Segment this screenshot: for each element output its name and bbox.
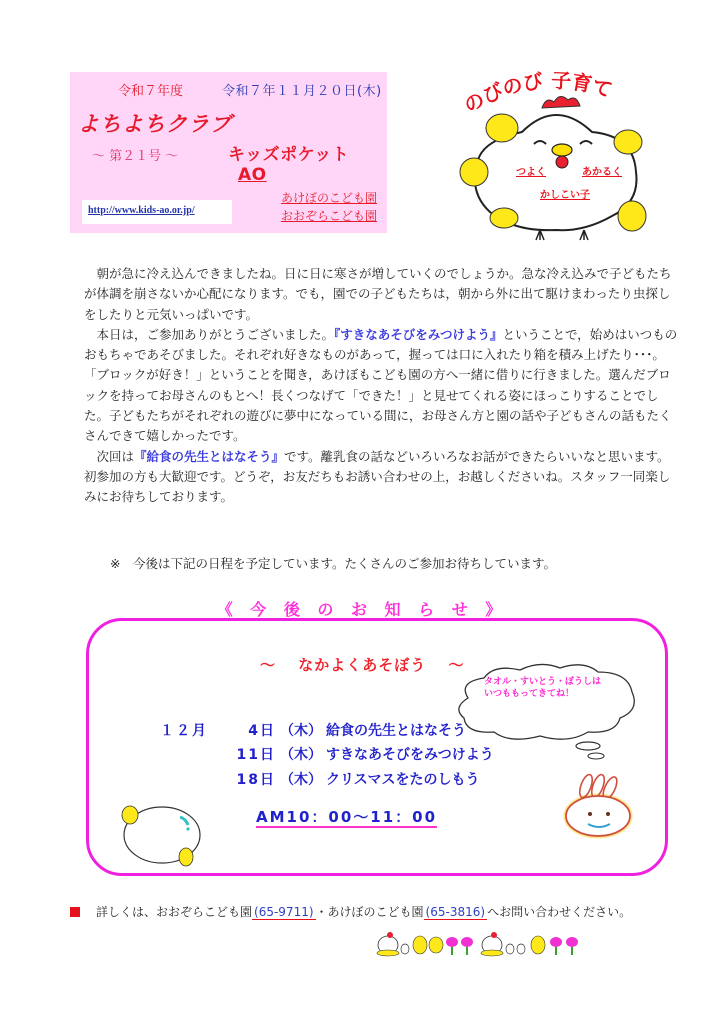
org-suffix: AO [238, 165, 267, 185]
logo-word-akaruku: あかるく [582, 167, 622, 178]
paragraph-3-intro: 次回は [96, 448, 135, 464]
school-link-oozora[interactable]: おおぞらこども園 [280, 209, 377, 223]
issue-date: 令和７年１１月２０日(木) [222, 84, 382, 99]
schedule-item [228, 769, 479, 789]
decorative-border-chickens-tulips [376, 929, 588, 957]
schedule-month: １２月 [160, 723, 208, 739]
bullet-square-icon [70, 907, 80, 917]
body-text [84, 264, 680, 508]
event-title-highlight: 『すきなあそびをみつけよう』 [334, 326, 503, 342]
website-link[interactable]: http://www.kids-ao.or.jp/ [88, 205, 195, 216]
theme-tilde-right: ～ [448, 656, 465, 674]
schedule-day: 4日 [248, 723, 276, 739]
next-event-highlight: 『給食の先生とはなそう』 [134, 448, 285, 464]
phone-link-oozora[interactable]: (65-9711) [254, 905, 314, 919]
logo-word-kashikoiko: かしこい子 [540, 190, 590, 201]
schedule-day: 18日 [236, 772, 276, 788]
notice-title: 《 今 後 の お 知 ら せ 》 [216, 600, 508, 619]
logo-title: のびのび 子育て [459, 68, 616, 118]
schedule-event: 給食の先生とはなそう [326, 723, 466, 739]
paragraph-3 [84, 447, 680, 508]
schedule-weekday: （木） [280, 772, 322, 788]
club-name: よちよちクラブ [78, 112, 232, 136]
schedule-event: すきなあそびをみつけよう [326, 747, 494, 763]
paragraph-3-body: です。離乳食の話などいろいろなお話ができたらいいなと思います。初参加の方も大歓迎です。どうぞ，お友だちもお誘い合わせの上，お越しくださいね。スタッフ一同楽しみにお待ちしております。 [84, 448, 671, 505]
schedule-event: クリスマスをたのしもう [326, 772, 480, 788]
paragraph-2-intro: 本日は，ご参加ありがとうございました。 [96, 326, 335, 342]
reminder-text [484, 676, 601, 700]
theme-tilde-left: ～ [260, 656, 277, 674]
paragraph-2-body: ということで，始めはいつものおもちゃであそびました。それぞれ好きなものがあって，握っては口に入れたり箱を積み上げたり･･･。「ブロックが好き！」ということを聞き，あけぼもこども園の方へ一緒に借りに行きました。選んだブロックを持ってお母さんのもとへ！長くつなげて「できた！」と見せてくれる姿にほっこりすることでした。子どもたちがそれぞれの遊びに夢中になっている間に，お母さん方と園の話や子どもさんの話もたくさんできて嬉しかったです。 [84, 326, 678, 444]
theme-text: なかよくあそぼう [298, 656, 427, 674]
event-time: AM10：00～11：00 [256, 808, 438, 826]
phone-link-akebono[interactable]: (65-3816) [425, 905, 486, 919]
reminder-line-1: タオル・すいとう・ぼうしは [484, 677, 602, 687]
school-link-akebono[interactable]: あけぼのこども園 [280, 191, 377, 205]
contact-suffix: へお問い合わせください。 [487, 905, 632, 919]
bunny-face-icon [560, 770, 640, 840]
egg-with-chicks-icon [118, 795, 208, 867]
org-name-text: キッズポケット [228, 145, 350, 165]
url-box [82, 200, 232, 224]
schedule-weekday: （木） [280, 723, 322, 739]
chicken-logo-illustration [444, 62, 670, 248]
contact-mid: ・あけぼのこども園 [315, 905, 424, 919]
paragraph-2 [84, 325, 680, 447]
schedule-weekday: （木） [280, 747, 322, 763]
schedule-item [228, 720, 466, 740]
svg-text:のびのび 子育て [460, 68, 615, 117]
schedule-note: ※ 今後は下記の日程を予定しています。たくさんのご参加お待ちしています。 [110, 556, 556, 571]
header-box [70, 72, 387, 233]
notice-theme [260, 654, 465, 675]
contact-prefix: 詳しくは、おおぞらこども園 [96, 905, 253, 919]
logo-word-tsuyoku: つよく [516, 167, 546, 178]
paragraph-1: 朝が急に冷え込んできましたね。日に日に寒さが増していくのでしょうか。急な冷え込みで子どもたちが体調を崩さないか心配になります。でも，園での子どもたちは，朝から外に出て駆けまわったり虫探しをしたりと元気いっぱいです。 [84, 266, 672, 322]
fiscal-year: 令和７年度 [118, 84, 184, 99]
org-name [228, 140, 387, 185]
schedule-item [228, 744, 494, 764]
schedule-day: 11日 [236, 747, 276, 763]
tulip-icon [446, 937, 473, 955]
hen-icon [377, 932, 399, 956]
issue-number: ～ 第２１号 ～ [92, 149, 179, 164]
reminder-line-2: いつももってきてね！ [484, 689, 575, 699]
contact-info [70, 903, 631, 920]
